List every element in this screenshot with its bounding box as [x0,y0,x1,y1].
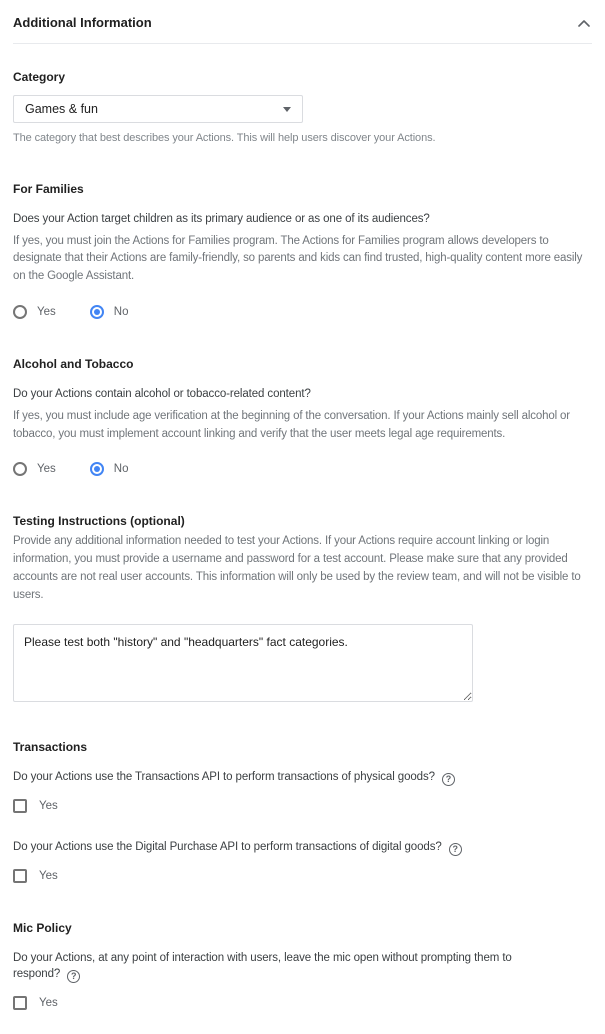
radio-label: Yes [37,306,56,319]
mic-policy-section [13,921,592,1011]
chevron-up-icon [578,19,590,27]
radio-label: No [113,463,129,476]
radio-unchecked-icon [13,305,27,319]
category-select[interactable] [13,95,303,123]
category-selected-value: Games & fun [25,102,98,116]
mic-policy-heading: Mic Policy [13,920,72,935]
collapse-section-button[interactable] [576,17,592,29]
testing-instructions-textarea[interactable] [13,624,473,702]
category-helper-text: The category that best describes your Actions. This will help users discover your Actions. [13,132,436,144]
category-field [13,70,592,144]
for-families-heading: For Families [13,182,84,196]
question-text: Do your Actions use the Transactions API to perform transactions of physical goods? [13,770,435,783]
testing-instructions-description: Provide any additional information needed to test your Actions. If your Actions require account linking or login information, you must provide a username and password for a test account. Please make sure that any provided accounts are not real user accounts. This information will only be used by the review team, and will not be visible to users. [13,535,581,601]
transactions-digital-checkbox[interactable] [13,869,592,883]
for-families-radio-no[interactable] [90,305,129,319]
panel-title: Additional Information [13,15,152,30]
checkbox-unchecked-icon [13,996,27,1010]
alcohol-tobacco-radio-yes[interactable] [13,462,56,476]
transactions-section [13,740,592,883]
checkbox-label: Yes [39,869,58,882]
for-families-description: If yes, you must join the Actions for Families program. The Actions for Families program allows developers to designate that their Actions are family-friendly, so parents and kids can find trusted, high-quality content more easily on the Google Assistant. [13,234,583,283]
checkbox-unchecked-icon [13,799,27,813]
alcohol-tobacco-question: Do your Actions contain alcohol or tobacco-related content? [13,388,311,401]
help-icon[interactable]: ? [442,773,455,786]
for-families-section [13,182,592,319]
alcohol-tobacco-heading: Alcohol and Tobacco [13,357,134,372]
question-text: Do your Actions use the Digital Purchase API to perform transactions of digital goods? [13,840,442,853]
alcohol-tobacco-radio-no[interactable] [90,462,129,476]
for-families-question: Does your Action target children as its primary audience or as one of its audiences? [13,213,430,225]
for-families-radio-group [13,305,592,319]
help-icon[interactable]: ? [67,970,80,983]
checkbox-label: Yes [39,997,58,1010]
testing-instructions-section [13,514,592,701]
dropdown-arrow-icon [283,107,291,112]
question-text: Do your Actions, at any point of interaction with users, leave the mic open without prompting them to respond? [13,951,512,981]
alcohol-tobacco-section [13,357,592,476]
radio-unchecked-icon [13,462,27,476]
for-families-radio-yes[interactable] [13,305,56,319]
transactions-physical-question [13,769,592,786]
radio-label: No [113,306,129,319]
category-label: Category [13,70,66,84]
transactions-heading: Transactions [13,739,88,754]
radio-label: Yes [37,463,56,476]
alcohol-tobacco-radio-group [13,462,592,476]
mic-policy-checkbox[interactable] [13,996,592,1010]
help-icon[interactable]: ? [449,843,462,856]
checkbox-label: Yes [39,799,58,812]
mic-policy-question [13,950,561,984]
alcohol-tobacco-description: If yes, you must include age verification at the beginning of the conversation. If your Actions mainly sell alcohol or tobacco, you must implement account linking and verify that the user meets legal age requirements. [13,409,570,440]
transactions-physical-checkbox[interactable] [13,799,592,813]
testing-instructions-heading: Testing Instructions (optional) [13,514,185,529]
radio-checked-icon [90,462,104,476]
transactions-digital-question [13,839,592,856]
checkbox-unchecked-icon [13,869,27,883]
radio-checked-icon [90,305,104,319]
panel-header [13,0,592,44]
